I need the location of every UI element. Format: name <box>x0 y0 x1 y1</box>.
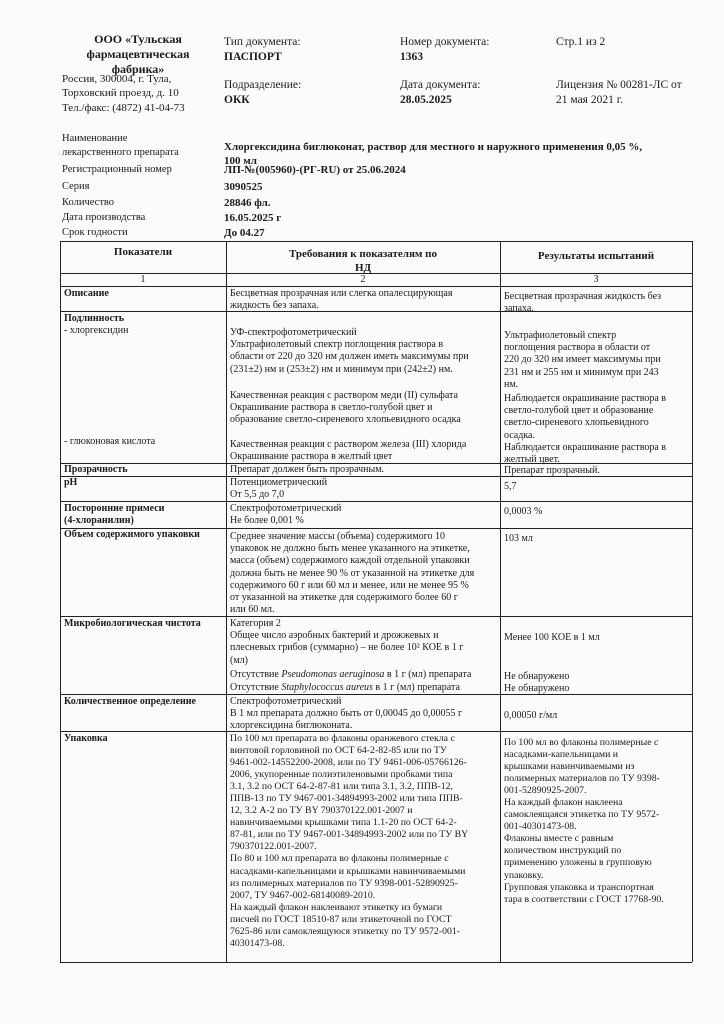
series-value: 3090525 <box>224 181 263 193</box>
qty-value: 28846 фл. <box>224 197 271 209</box>
row-identity-res2: Наблюдается окрашивание раствора в светло-голубой цвет и образование светло-сиреневого хлопьевидного осадка. <box>504 393 667 441</box>
row-ph-res: 5,7 <box>504 481 517 492</box>
row-micro-req-staphylococcus: Отсутствие Staphylococcus aureus в 1 г (мл) препарата <box>230 682 460 693</box>
row-impurities-res: 0,0003 % <box>504 506 543 517</box>
company-phone: Тел./факс: (4872) 41-04-73 <box>62 101 185 114</box>
prod-date-value: 16.05.2025 г <box>224 212 282 224</box>
doc-number: Номер документа: 1363 <box>400 36 490 63</box>
reg-value: ЛП-№(005960)-(РГ-RU) от 25.06.2024 <box>224 164 406 176</box>
row-volume-res: 103 мл <box>504 533 533 544</box>
row-quant-name: Количественное определение <box>64 696 196 707</box>
company-address: Россия, 300004, г. Тула, Торховский проезд, д. 10 Тел./факс: (4872) 41-04-73 <box>62 73 185 114</box>
row-impurities-name: Посторонние примеси (4-хлоранилин) <box>64 503 165 527</box>
expiry-label: Срок годности <box>62 227 128 238</box>
row-identity-sub2: - глюконовая кислота <box>64 436 156 447</box>
col-header-indicators: Показатели <box>113 246 173 258</box>
row-volume-req: Среднее значение массы (объема) содержимого 10 упаковок не должно быть менее указанного на этикетке, масса (объем) содержимого каждой отдельной упаковки должна быть не менее 90 % от указанной на этикетке для содержимого 60 г или 60 мл и менее, или не менее 95 % от указанной на этикетке для содержимого более 60 г или 60 мл. <box>230 531 475 616</box>
row-identity-name: Подлинность <box>64 313 125 324</box>
division: Подразделение: ОКК <box>224 79 302 106</box>
row-identity-req2: Качественная реакция с раствором меди (II) сульфата Окрашивание раствора в светло-голубой цвет и образование светло-сиреневого хлопьевидного осадка <box>230 390 461 426</box>
expiry-value: До 04.27 <box>224 227 265 239</box>
row-description-name: Описание <box>64 288 109 299</box>
row-transparency-req: Препарат должен быть прозрачным. <box>230 464 385 475</box>
row-packing-name: Упаковка <box>64 733 108 744</box>
row-identity-sub1: - хлоргексидин <box>64 325 129 336</box>
product-value: Хлоргексидина биглюконат, раствор для местного и наружного применения 0,05 %, 100 мл <box>224 141 643 168</box>
row-packing-res: По 100 мл во флаконы полимерные с насадками-капельницами и крышками навинчиваемыми из полимерных материалов по ТУ 9398- 001-52890925-2007. На каждый флакон наклеена самоклеящаяся этикетка по ТУ 9572- 001-40301473-08. Флаконы вместе с равным количеством инструкций по применению уложены в групповую упаковку. Групповая упаковка и транспортная тара в соответствии с ГОСТ 17768-90. <box>504 737 664 905</box>
row-description-req: Бесцветная прозрачная или слегка опалесцирующая жидкость без запаха. <box>230 288 453 312</box>
row-identity-res3: Наблюдается окрашивание раствора в желтый цвет. <box>504 442 667 466</box>
row-micro-req-pseudomonas: Отсутствие Pseudomonas aeruginosa в 1 г (мл) препарата <box>230 669 472 680</box>
row-ph-name: pH <box>64 477 78 488</box>
product-label: Наименование лекарственного препарата <box>62 133 179 158</box>
row-identity-res1: Ультрафиолетовый спектр поглощения раствора в области от 220 до 320 нм имеет максимумы при 231 нм и 255 нм и минимум при 243 нм. <box>504 330 661 390</box>
row-ph-req: Потенциометрический От 5,5 до 7,0 <box>230 477 328 501</box>
doc-type: Тип документа: ПАСПОРТ <box>224 36 301 63</box>
qty-label: Количество <box>62 197 115 208</box>
company-name: ООО «Тульская фармацевтическая фабрика» <box>86 32 190 76</box>
row-transparency-name: Прозрачность <box>64 464 128 475</box>
row-quant-req: Спектрофотометрический В 1 мл препарата должно быть от 0,00045 до 0,00055 г хлоргексидина биглюконата. <box>230 696 463 732</box>
row-micro-res2: Не обнаружено <box>504 671 570 682</box>
reg-label: Регистрационный номер <box>62 164 172 175</box>
row-transparency-res: Препарат прозрачный. <box>504 465 600 476</box>
col-header-results: Результаты испытаний <box>537 250 655 262</box>
row-packing-req: По 100 мл препарата во флаконы оранжевого стекла с винтовой горловиной по ОСТ 64-2-82-85 или по ТУ 9461-002-14552200-2008, или по ТУ 9461-006-05766126- 2006, укупоренные полиэтиленовыми пробками типа 3.1, 3.2 по ОСТ 64-2-87-81 или типа 3.1, 3.2, ППВ-12, ППВ-13 по ТУ 9467-001-34894993-2002 или типа ППВ- 12, 3.2 А-2 по ТУ BY 790370122.001-2007 и навинчиваемыми крышками типа 1.1-20 по ОСТ 64-2- 87-81, или по ТУ 9467-001-34894993-2002 или по ТУ BY 790370122.001-2007. По 80 и 100 мл препарата во флаконы полимерные с насадками-капельницами и крышками навинчиваемыми из полимерных материалов по ТУ 9398-001-52890925- 2007, ТУ 9467-002-68140089-2010. На каждый флакон наклеивают этикетку из бумаги писчей по ГОСТ 18510-87 или этикеточной по ГОСТ 7625-86 или самоклеящуюся этикетку по ТУ 9572-001- 40301473-08. <box>230 733 469 949</box>
row-identity-req3: Качественная реакция с раствором железа (III) хлорида Окрашивание раствора в желтый цвет <box>230 439 467 463</box>
page-number: Стр.1 из 2 <box>556 36 606 48</box>
prod-date-label: Дата производства <box>62 212 146 223</box>
col-header-requirements: Требования к показателям по НД <box>288 248 438 275</box>
col-number-2: 2 <box>360 274 366 285</box>
row-volume-name: Объем содержимого упаковки <box>64 529 200 540</box>
row-quant-res: 0,00050 г/мл <box>504 710 558 721</box>
row-micro-req: Категория 2 Общее число аэробных бактерий и дрожжевых и плесневых грибов (суммарно) – не более 10² КОЕ в 1 г (мл) <box>230 618 464 666</box>
row-micro-name: Микробиологическая чистота <box>64 618 201 629</box>
row-description-res: Бесцветная прозрачная жидкость без запаха. <box>504 291 662 315</box>
license: Лицензия № 00281-ЛС от 21 мая 2021 г. <box>556 79 682 106</box>
row-identity-req1: УФ-спектрофотометрический Ультрафиолетовый спектр поглощения раствора в области от 220 до 320 нм должен иметь максимумы при (231±2) нм и (253±2) нм и минимум при (242±2) нм. <box>230 327 469 375</box>
row-micro-res3: Не обнаружено <box>504 683 570 694</box>
col-number-1: 1 <box>140 274 146 285</box>
col-number-3: 3 <box>593 274 599 285</box>
series-label: Серия <box>62 181 90 192</box>
row-micro-res1: Менее 100 КОЕ в 1 мл <box>504 632 600 643</box>
row-impurities-req: Спектрофотометрический Не более 0,001 % <box>230 503 342 527</box>
doc-date: Дата документа: 28.05.2025 <box>400 79 481 106</box>
